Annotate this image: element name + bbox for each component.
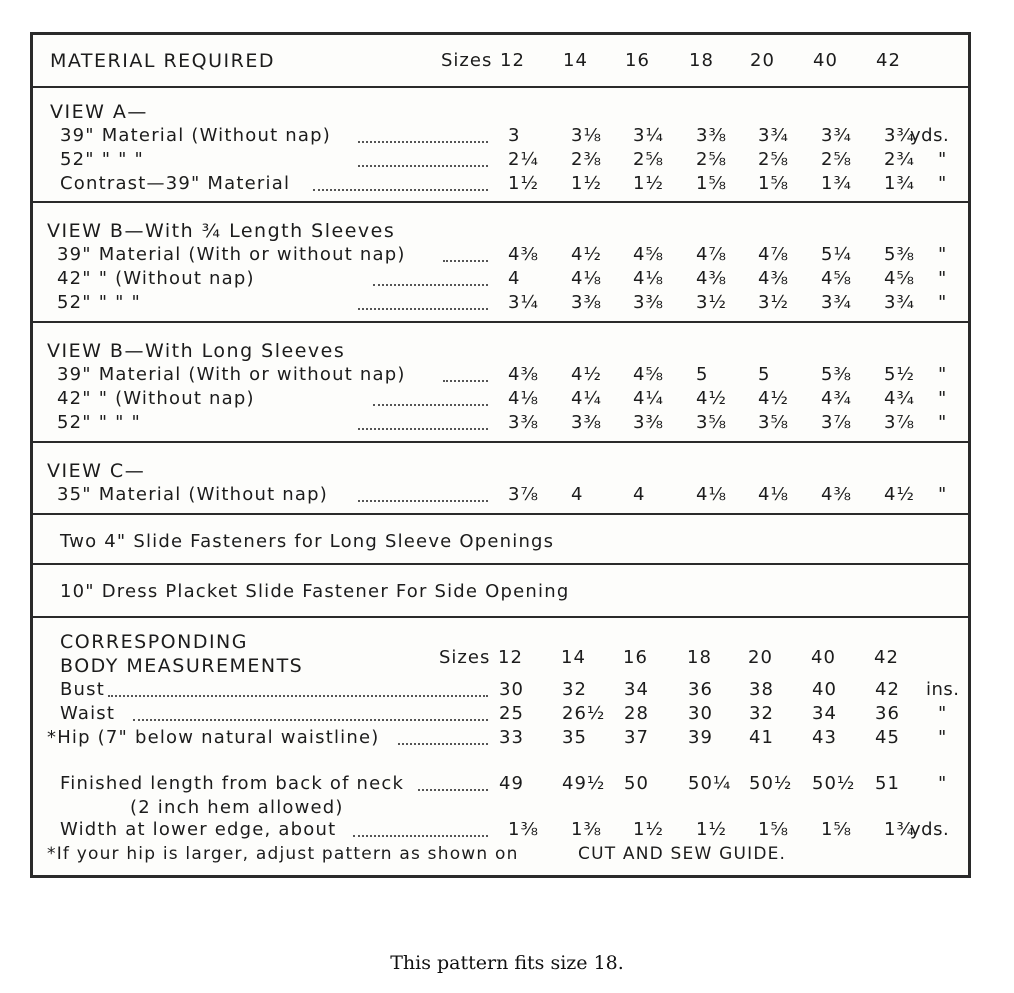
value-cell: 42 (875, 679, 900, 700)
size-col: 18 (687, 647, 712, 668)
row-label: 39" Material (With or without nap) (57, 364, 406, 385)
footnote-text: *If your hip is larger, adjust pattern as shown on (47, 844, 519, 864)
row-label: 35" Material (Without nap) (57, 484, 328, 505)
value-cell: 3⅜ (571, 292, 602, 313)
value-cell: 4 (633, 484, 646, 505)
unit-cell: " (938, 703, 947, 724)
value-cell: 45 (875, 727, 900, 748)
value-cell: 3¾ (821, 125, 852, 146)
body-heading-line2: BODY MEASUREMENTS (60, 655, 304, 677)
row-label: Width at lower edge, about (60, 819, 337, 840)
value-cell: 49½ (562, 773, 606, 794)
value-cell: 36 (688, 679, 713, 700)
value-cell: 1⅝ (758, 173, 789, 194)
table-row (33, 411, 968, 435)
value-cell: 2¾ (884, 149, 915, 170)
value-cell: 2⅝ (696, 149, 727, 170)
value-cell: 3⅞ (821, 412, 852, 433)
value-cell: 28 (624, 703, 649, 724)
leader-dots (358, 478, 488, 502)
sizes-label: Sizes (439, 647, 491, 668)
unit-cell: yds. (910, 125, 950, 146)
view-b-long-section (33, 323, 968, 443)
leader-dots (358, 286, 488, 310)
leader-dots (418, 767, 488, 791)
value-cell: 4⅜ (758, 268, 789, 289)
value-cell: 3¾ (821, 292, 852, 313)
unit-cell: " (938, 173, 947, 194)
row-label: 39" Material (With or without nap) (57, 244, 406, 265)
value-cell: 3 (508, 125, 521, 146)
width-row (33, 818, 968, 842)
table-row (33, 387, 968, 411)
value-cell: 4⅜ (821, 484, 852, 505)
table-row (33, 726, 968, 750)
leader-dots (353, 813, 488, 837)
leader-dots (358, 143, 488, 167)
size-col: 16 (625, 50, 650, 71)
leader-dots (373, 382, 488, 406)
row-label: Finished length from back of neck (60, 773, 405, 794)
value-cell: 3⅝ (758, 412, 789, 433)
leader-dots (443, 358, 488, 382)
size-col: 14 (563, 50, 588, 71)
chart-header (33, 35, 968, 88)
material-required-title: MATERIAL REQUIRED (50, 50, 275, 72)
leader-dots (373, 262, 488, 286)
value-cell: 3¾ (758, 125, 789, 146)
value-cell: 3⅜ (633, 292, 664, 313)
table-row (33, 702, 968, 726)
table-row (33, 363, 968, 387)
row-label: 39" Material (Without nap) (60, 125, 331, 146)
row-label: Waist (60, 703, 116, 724)
view-b-long-heading: VIEW B—With Long Sleeves (47, 340, 346, 362)
value-cell: 33 (499, 727, 524, 748)
hem-note: (2 inch hem allowed) (130, 797, 344, 818)
leader-dots (313, 167, 488, 191)
size-col: 14 (561, 647, 586, 668)
value-cell: 3⅛ (571, 125, 602, 146)
table-row (33, 148, 968, 172)
value-cell: 4½ (696, 388, 727, 409)
table-row (33, 172, 968, 196)
size-col: 16 (623, 647, 648, 668)
value-cell: 4½ (571, 244, 602, 265)
unit-cell: " (938, 149, 947, 170)
value-cell: 50 (624, 773, 649, 794)
hip-footnote (33, 842, 968, 866)
finished-length-row (33, 772, 968, 796)
value-cell: 3½ (696, 292, 727, 313)
value-cell: 1½ (571, 173, 602, 194)
value-cell: 30 (499, 679, 524, 700)
value-cell: 49 (499, 773, 524, 794)
value-cell: 4⅜ (508, 364, 539, 385)
value-cell: 4 (571, 484, 584, 505)
value-cell: 4⅞ (696, 244, 727, 265)
value-cell: 3½ (758, 292, 789, 313)
value-cell: 43 (812, 727, 837, 748)
row-label: Bust (60, 679, 105, 700)
row-label: 52" " " " (60, 149, 144, 170)
size-col: 12 (500, 50, 525, 71)
leader-dots (133, 697, 488, 721)
body-measurements-section (33, 618, 968, 875)
value-cell: 3⅞ (884, 412, 915, 433)
row-label: 42" " (Without nap) (57, 388, 255, 409)
leader-dots (358, 406, 488, 430)
value-cell: 4⅝ (633, 244, 664, 265)
value-cell: 3⅜ (633, 412, 664, 433)
value-cell: 4½ (758, 388, 789, 409)
value-cell: 3¾ (884, 125, 915, 146)
value-cell: 4½ (884, 484, 915, 505)
value-cell: 4½ (571, 364, 602, 385)
value-cell: 1⅝ (758, 819, 789, 840)
value-cell: 3⅝ (696, 412, 727, 433)
unit-cell: " (938, 412, 947, 433)
value-cell: 39 (688, 727, 713, 748)
value-cell: 1¾ (821, 173, 852, 194)
table-row (33, 483, 968, 507)
view-a-heading: VIEW A— (50, 101, 148, 123)
row-label: 52" " " " (57, 292, 141, 313)
leader-dots (358, 119, 488, 143)
unit-cell: " (938, 388, 947, 409)
value-cell: 41 (749, 727, 774, 748)
table-row (33, 243, 968, 267)
leader-dots (443, 238, 488, 262)
value-cell: 4⅝ (821, 268, 852, 289)
value-cell: 5 (696, 364, 709, 385)
value-cell: 50½ (749, 773, 793, 794)
size-col: 42 (874, 647, 899, 668)
cut-and-sew-guide-reference: CUT AND SEW GUIDE. (578, 844, 787, 864)
sizes-label: Sizes (441, 50, 493, 71)
notion-text: 10" Dress Placket Slide Fastener For Side Opening (60, 581, 570, 602)
value-cell: 1¾ (884, 819, 915, 840)
size-col: 20 (748, 647, 773, 668)
value-cell: 4⅛ (758, 484, 789, 505)
value-cell: 5⅜ (821, 364, 852, 385)
unit-cell: " (938, 268, 947, 289)
value-cell: 4⅛ (571, 268, 602, 289)
value-cell: 1½ (633, 173, 664, 194)
value-cell: 4¾ (884, 388, 915, 409)
size-col: 40 (813, 50, 838, 71)
notion-placket (33, 565, 968, 618)
value-cell: 4¼ (571, 388, 602, 409)
value-cell: 2⅝ (758, 149, 789, 170)
value-cell: 1⅜ (571, 819, 602, 840)
value-cell: 3¼ (633, 125, 664, 146)
value-cell: 26½ (562, 703, 606, 724)
value-cell: 4 (508, 268, 521, 289)
unit-cell: " (938, 364, 947, 385)
leader-dots (398, 721, 488, 745)
value-cell: 50¼ (688, 773, 732, 794)
size-col: 40 (811, 647, 836, 668)
value-cell: 30 (688, 703, 713, 724)
value-cell: 2⅝ (633, 149, 664, 170)
view-b-three-quarter-heading: VIEW B—With ¾ Length Sleeves (47, 220, 396, 242)
size-col: 20 (750, 50, 775, 71)
value-cell: 35 (562, 727, 587, 748)
value-cell: 3⅜ (508, 412, 539, 433)
value-cell: 3¼ (508, 292, 539, 313)
leader-dots (108, 673, 488, 697)
unit-cell: " (938, 292, 947, 313)
value-cell: 1⅝ (821, 819, 852, 840)
value-cell: 32 (749, 703, 774, 724)
value-cell: 50½ (812, 773, 856, 794)
value-cell: 4⅝ (884, 268, 915, 289)
table-row (33, 267, 968, 291)
value-cell: 1½ (508, 173, 539, 194)
value-cell: 32 (562, 679, 587, 700)
value-cell: 4⅛ (508, 388, 539, 409)
value-cell: 40 (812, 679, 837, 700)
value-cell: 5½ (884, 364, 915, 385)
value-cell: 3⅜ (696, 125, 727, 146)
unit-cell: " (938, 484, 947, 505)
body-heading-line1: CORRESPONDING (60, 631, 248, 653)
size-col: 12 (498, 647, 523, 668)
unit-cell: ins. (926, 679, 960, 700)
value-cell: 3⅞ (508, 484, 539, 505)
value-cell: 5¼ (821, 244, 852, 265)
table-row (33, 291, 968, 315)
value-cell: 2¼ (508, 149, 539, 170)
table-row (33, 124, 968, 148)
unit-cell: yds. (910, 819, 950, 840)
value-cell: 1½ (696, 819, 727, 840)
value-cell: 3¾ (884, 292, 915, 313)
value-cell: 1⅝ (696, 173, 727, 194)
row-label: 52" " " " (57, 412, 141, 433)
size-col: 18 (689, 50, 714, 71)
size-col: 42 (876, 50, 901, 71)
value-cell: 2⅝ (821, 149, 852, 170)
unit-cell: " (938, 244, 947, 265)
value-cell: 34 (812, 703, 837, 724)
value-cell: 1⅜ (508, 819, 539, 840)
value-cell: 25 (499, 703, 524, 724)
unit-cell: " (938, 773, 947, 794)
value-cell: 1½ (633, 819, 664, 840)
value-cell: 1¾ (884, 173, 915, 194)
material-chart (30, 32, 971, 878)
value-cell: 38 (749, 679, 774, 700)
notion-fasteners-sleeve (33, 515, 968, 565)
value-cell: 37 (624, 727, 649, 748)
row-label: Contrast—39" Material (60, 173, 291, 194)
value-cell: 4⅜ (696, 268, 727, 289)
value-cell: 2⅜ (571, 149, 602, 170)
notion-text: Two 4" Slide Fasteners for Long Sleeve Openings (60, 531, 555, 552)
view-c-section (33, 443, 968, 515)
value-cell: 34 (624, 679, 649, 700)
value-cell: 5⅜ (884, 244, 915, 265)
view-c-heading: VIEW C— (47, 460, 146, 482)
value-cell: 36 (875, 703, 900, 724)
value-cell: 4⅜ (508, 244, 539, 265)
value-cell: 4⅝ (633, 364, 664, 385)
value-cell: 5 (758, 364, 771, 385)
row-label: 42" " (Without nap) (57, 268, 255, 289)
pattern-fit-caption: This pattern fits size 18. (390, 952, 624, 974)
view-b-three-quarter-section (33, 203, 968, 323)
value-cell: 4⅞ (758, 244, 789, 265)
row-label: *Hip (7" below natural waistline) (47, 727, 380, 748)
value-cell: 4¼ (633, 388, 664, 409)
value-cell: 4¾ (821, 388, 852, 409)
value-cell: 3⅜ (571, 412, 602, 433)
value-cell: 4⅛ (633, 268, 664, 289)
value-cell: 51 (875, 773, 900, 794)
view-a-section (33, 88, 968, 203)
unit-cell: " (938, 727, 947, 748)
value-cell: 4⅛ (696, 484, 727, 505)
